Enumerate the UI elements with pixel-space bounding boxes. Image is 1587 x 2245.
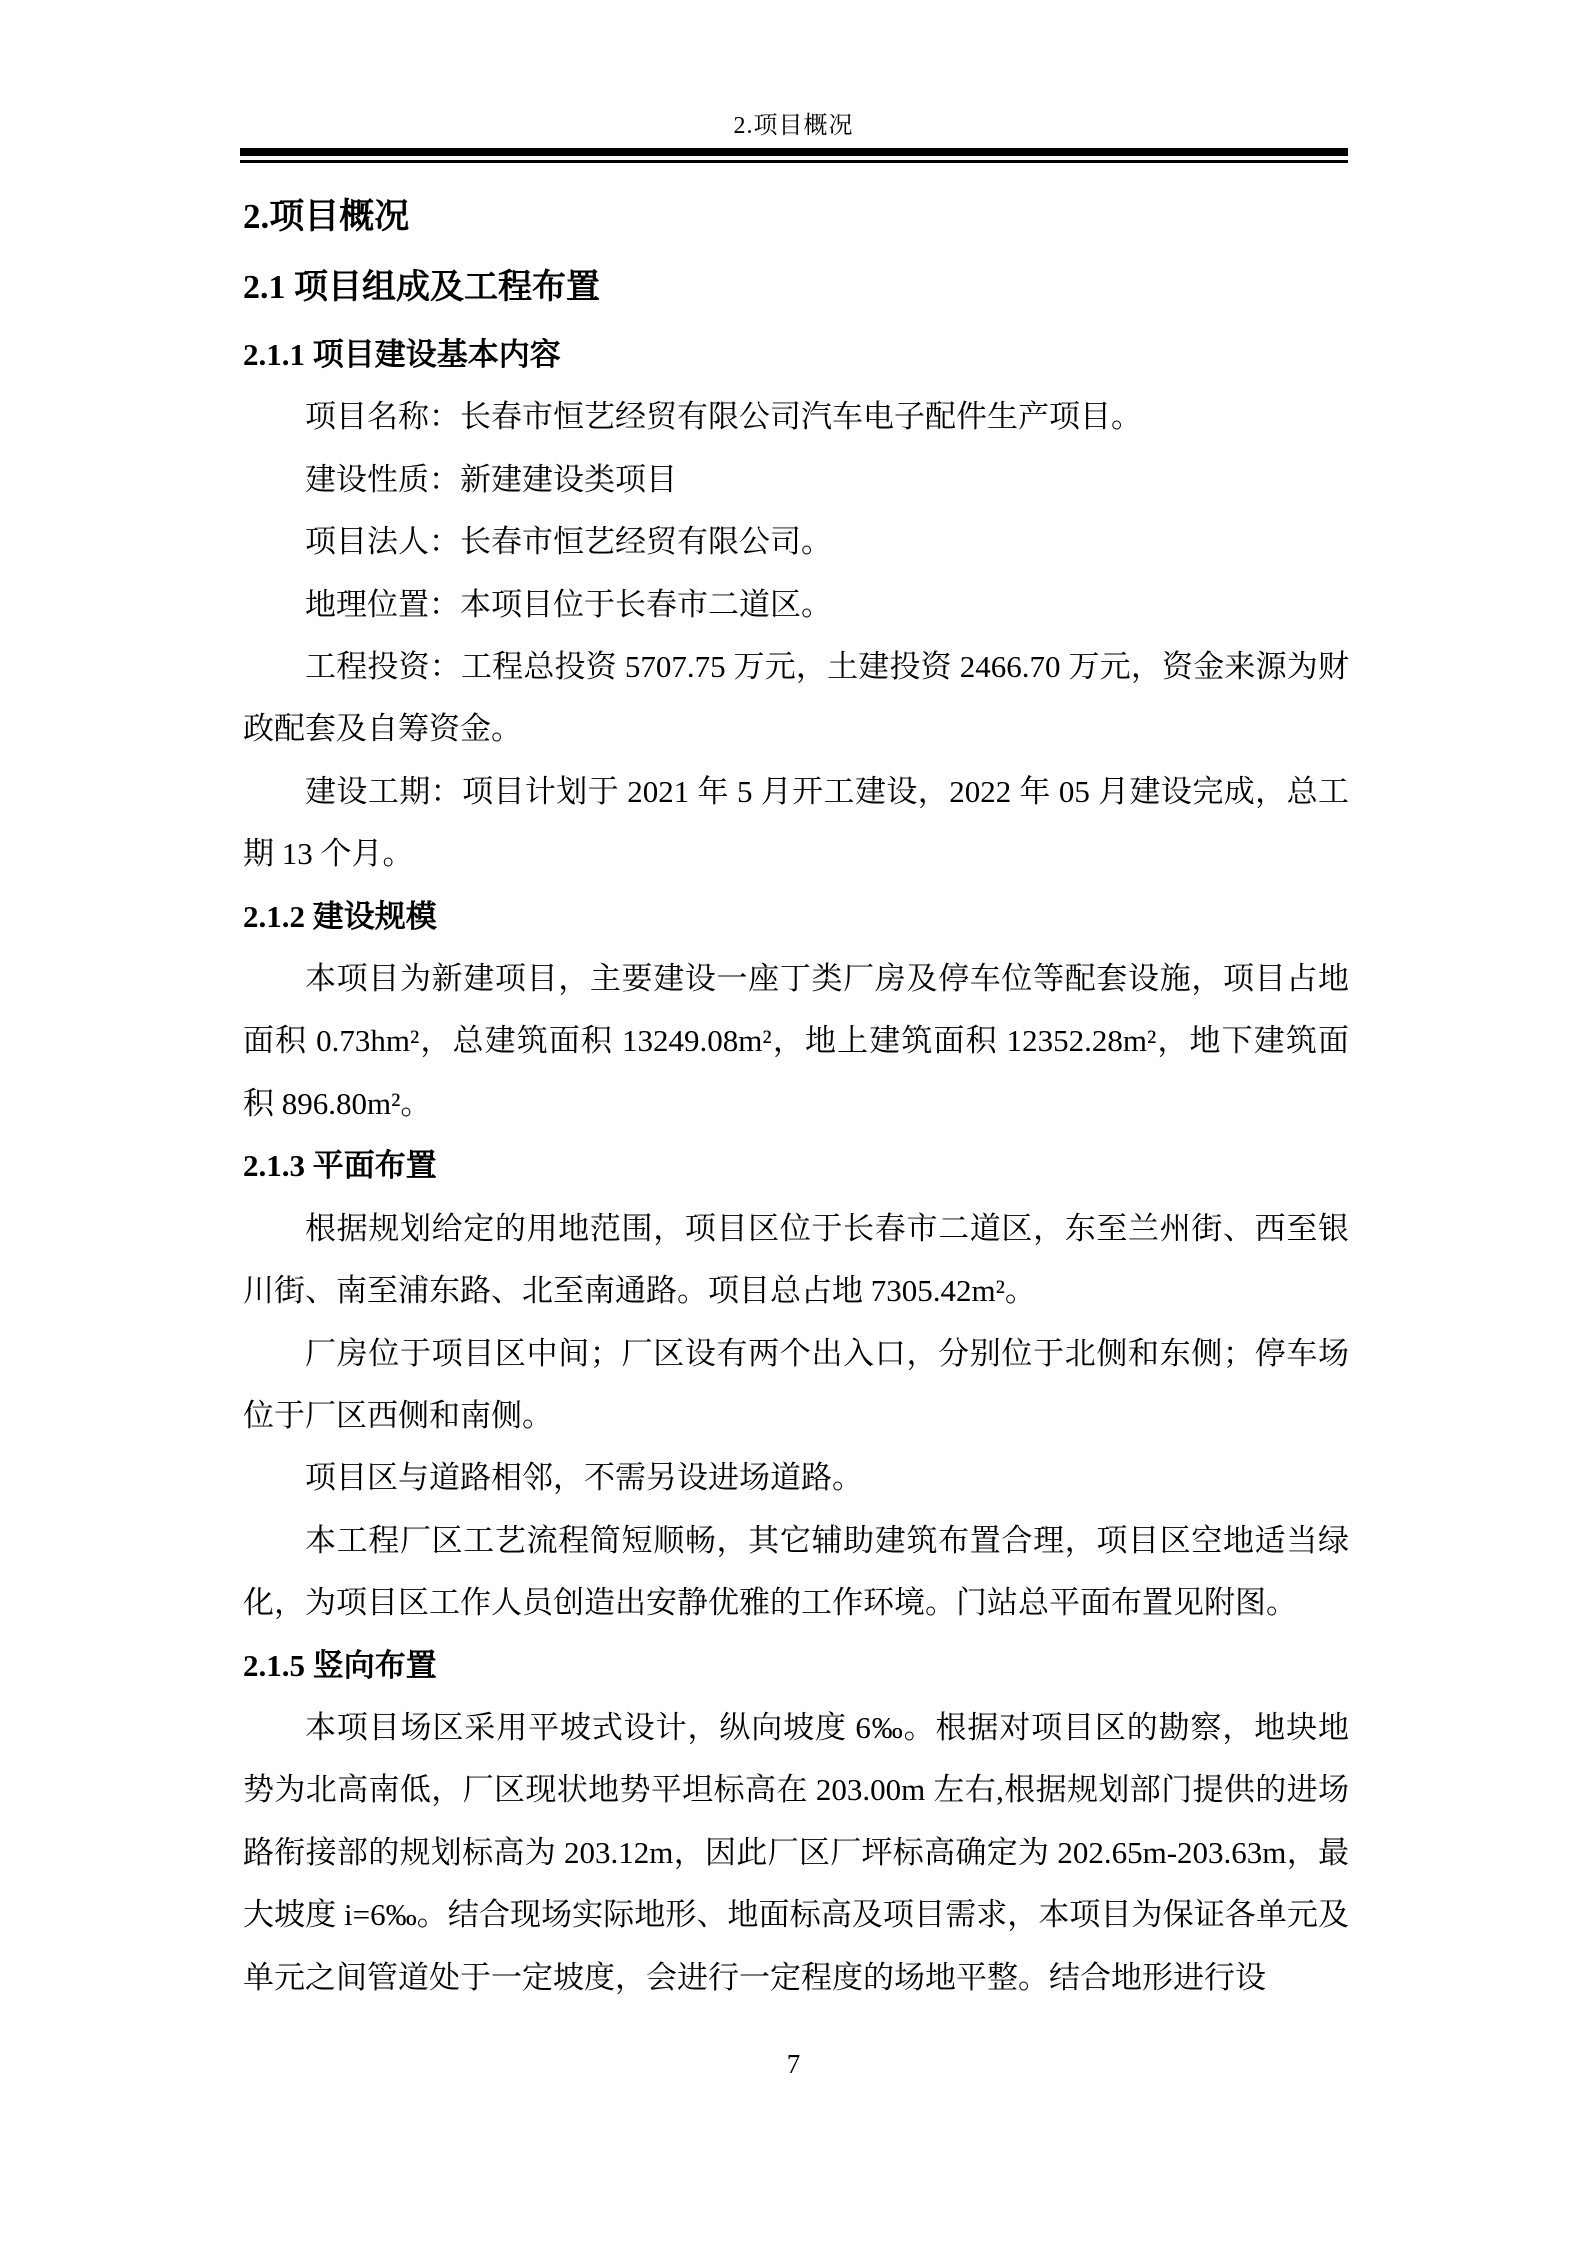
para-site-boundaries: 根据规划给定的用地范围，项目区位于长春市二道区，东至兰州街、西至银川街、南至浦东路、北至南通路。项目总占地 7305.42m²。 (243, 1210, 1349, 1309)
subsection-heading-2-1-3: 2.1.3 平面布置 (243, 1148, 437, 1184)
section-heading-2-1: 2.1 项目组成及工程布置 (243, 269, 600, 306)
para-project-name: 项目名称：长春市恒艺经贸有限公司汽车电子配件生产项目。 (305, 399, 1142, 435)
header-rule-thin (240, 160, 1348, 163)
para-road-access: 项目区与道路相邻，不需另设进场道路。 (305, 1460, 863, 1496)
document-content (243, 183, 1349, 2009)
para-legal-entity: 项目法人：长春市恒艺经贸有限公司。 (305, 524, 832, 560)
para-investment: 工程投资：工程总投资 5707.75 万元，土建投资 2466.70 万元，资金来源为财政配套及自筹资金。 (243, 649, 1349, 747)
running-header-title: 2.项目概况 (733, 113, 854, 139)
subsection-heading-2-1-2: 2.1.2 建设规模 (243, 898, 437, 934)
para-schedule: 建设工期：项目计划于 2021 年 5 月开工建设，2022 年 05 月建设完成，总工期 13 个月。 (243, 773, 1349, 872)
header-rule-thick (240, 148, 1348, 156)
para-construction-scale: 本项目为新建项目，主要建设一座丁类厂房及停车位等配套设施，项目占地面积 0.73hm²，总建筑面积 13249.08m²，地上建筑面积 12352.28m²，地下建筑面积 896.80m²。 (243, 961, 1349, 1121)
para-location: 地理位置：本项目位于长春市二道区。 (305, 586, 832, 622)
chapter-heading: 2.项目概况 (243, 197, 410, 236)
subsection-heading-2-1-1: 2.1.1 项目建设基本内容 (243, 337, 561, 372)
subsection-heading-2-1-5: 2.1.5 竖向布置 (243, 1647, 437, 1683)
para-construction-nature: 建设性质：新建建设类项目 (305, 461, 677, 497)
para-vertical-design: 本项目场区采用平坡式设计，纵向坡度 6‰。根据对项目区的勘察，地块地势为北高南低，厂区现状地势平坦标高在 203.00m 左右,根据规划部门提供的进场路衔接部的规划标高为 203.12m，因此厂区厂坪标高确定为 202.65m-203.63m，最大坡度 i=6‰。结合现场实际地形、地面标高及项目需求，本项目为保证各单元及单元之间管道处于一定坡度，会进行一定程度的场地平整。结合地形进行设 (243, 1709, 1350, 1995)
para-layout-summary: 本工程厂区工艺流程简短顺畅，其它辅助建筑布置合理，项目区空地适当绿化，为项目区工作人员创造出安静优雅的工作环境。门站总平面布置见附图。 (243, 1522, 1349, 1621)
page-number: 7 (786, 2049, 801, 2079)
para-plant-position: 厂房位于项目区中间；厂区设有两个出入口，分别位于北侧和东侧；停车场位于厂区西侧和南侧。 (243, 1335, 1349, 1433)
